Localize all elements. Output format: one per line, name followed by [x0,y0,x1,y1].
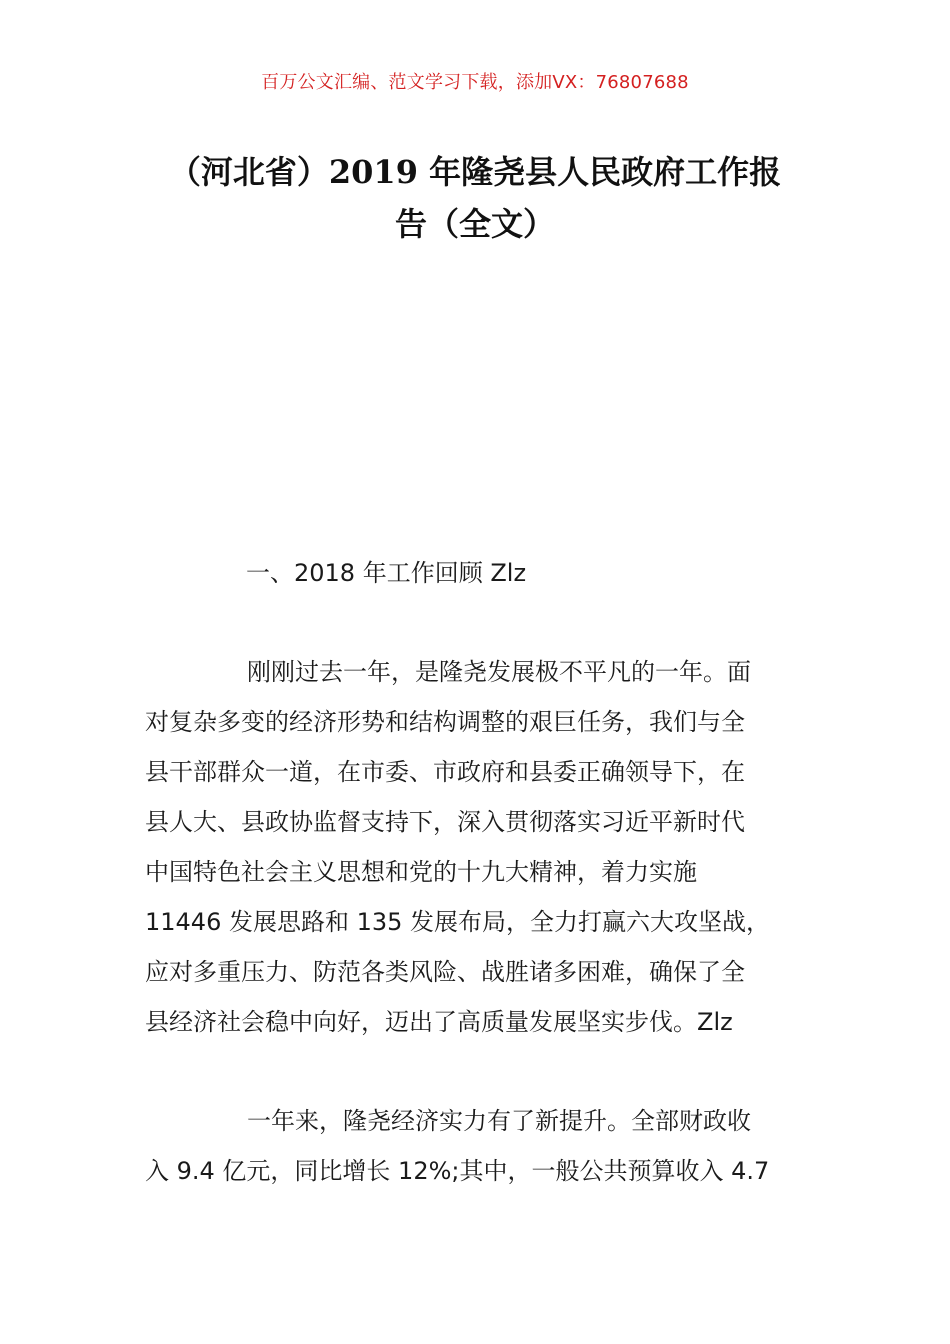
header-promo-note: 百万公文汇编、范文学习下载，添加VX：76807688 [261,72,689,93]
paragraph-line: 县经济社会稳中向好，迈出了高质量发展坚实步伐。Zlz [145,1008,733,1036]
paragraph-line: 县干部群众一道，在市委、市政府和县委正确领导下，在 [145,758,745,786]
section-heading: 一、2018 年工作回顾 Zlz [246,559,527,587]
paragraph-line: 对复杂多变的经济形势和结构调整的艰巨任务，我们与全 [145,708,745,736]
document-title [140,146,810,250]
paragraph-line: 中国特色社会主义思想和党的十九大精神，着力实施 [145,858,697,886]
paragraph [145,1096,810,1196]
title-line-2: 告（全文） [394,205,555,243]
title-line-1: （河北省）2019 年隆尧县人民政府工作报 [168,153,782,191]
paragraph-line: 刚刚过去一年，是隆尧发展极不平凡的一年。面 [247,658,751,686]
paragraph-line: 应对多重压力、防范各类风险、战胜诸多困难，确保了全 [145,958,745,986]
paragraph-line: 入 9.4 亿元，同比增长 12%;其中，一般公共预算收入 4.7 [145,1157,770,1185]
paragraph-line: 11446 发展思路和 135 发展布局，全力打赢六大攻坚战， [145,908,771,936]
paragraph [145,647,810,1047]
paragraph-line: 一年来，隆尧经济实力有了新提升。全部财政收 [247,1107,751,1135]
paragraph-line: 县人大、县政协监督支持下，深入贯彻落实习近平新时代 [145,808,745,836]
